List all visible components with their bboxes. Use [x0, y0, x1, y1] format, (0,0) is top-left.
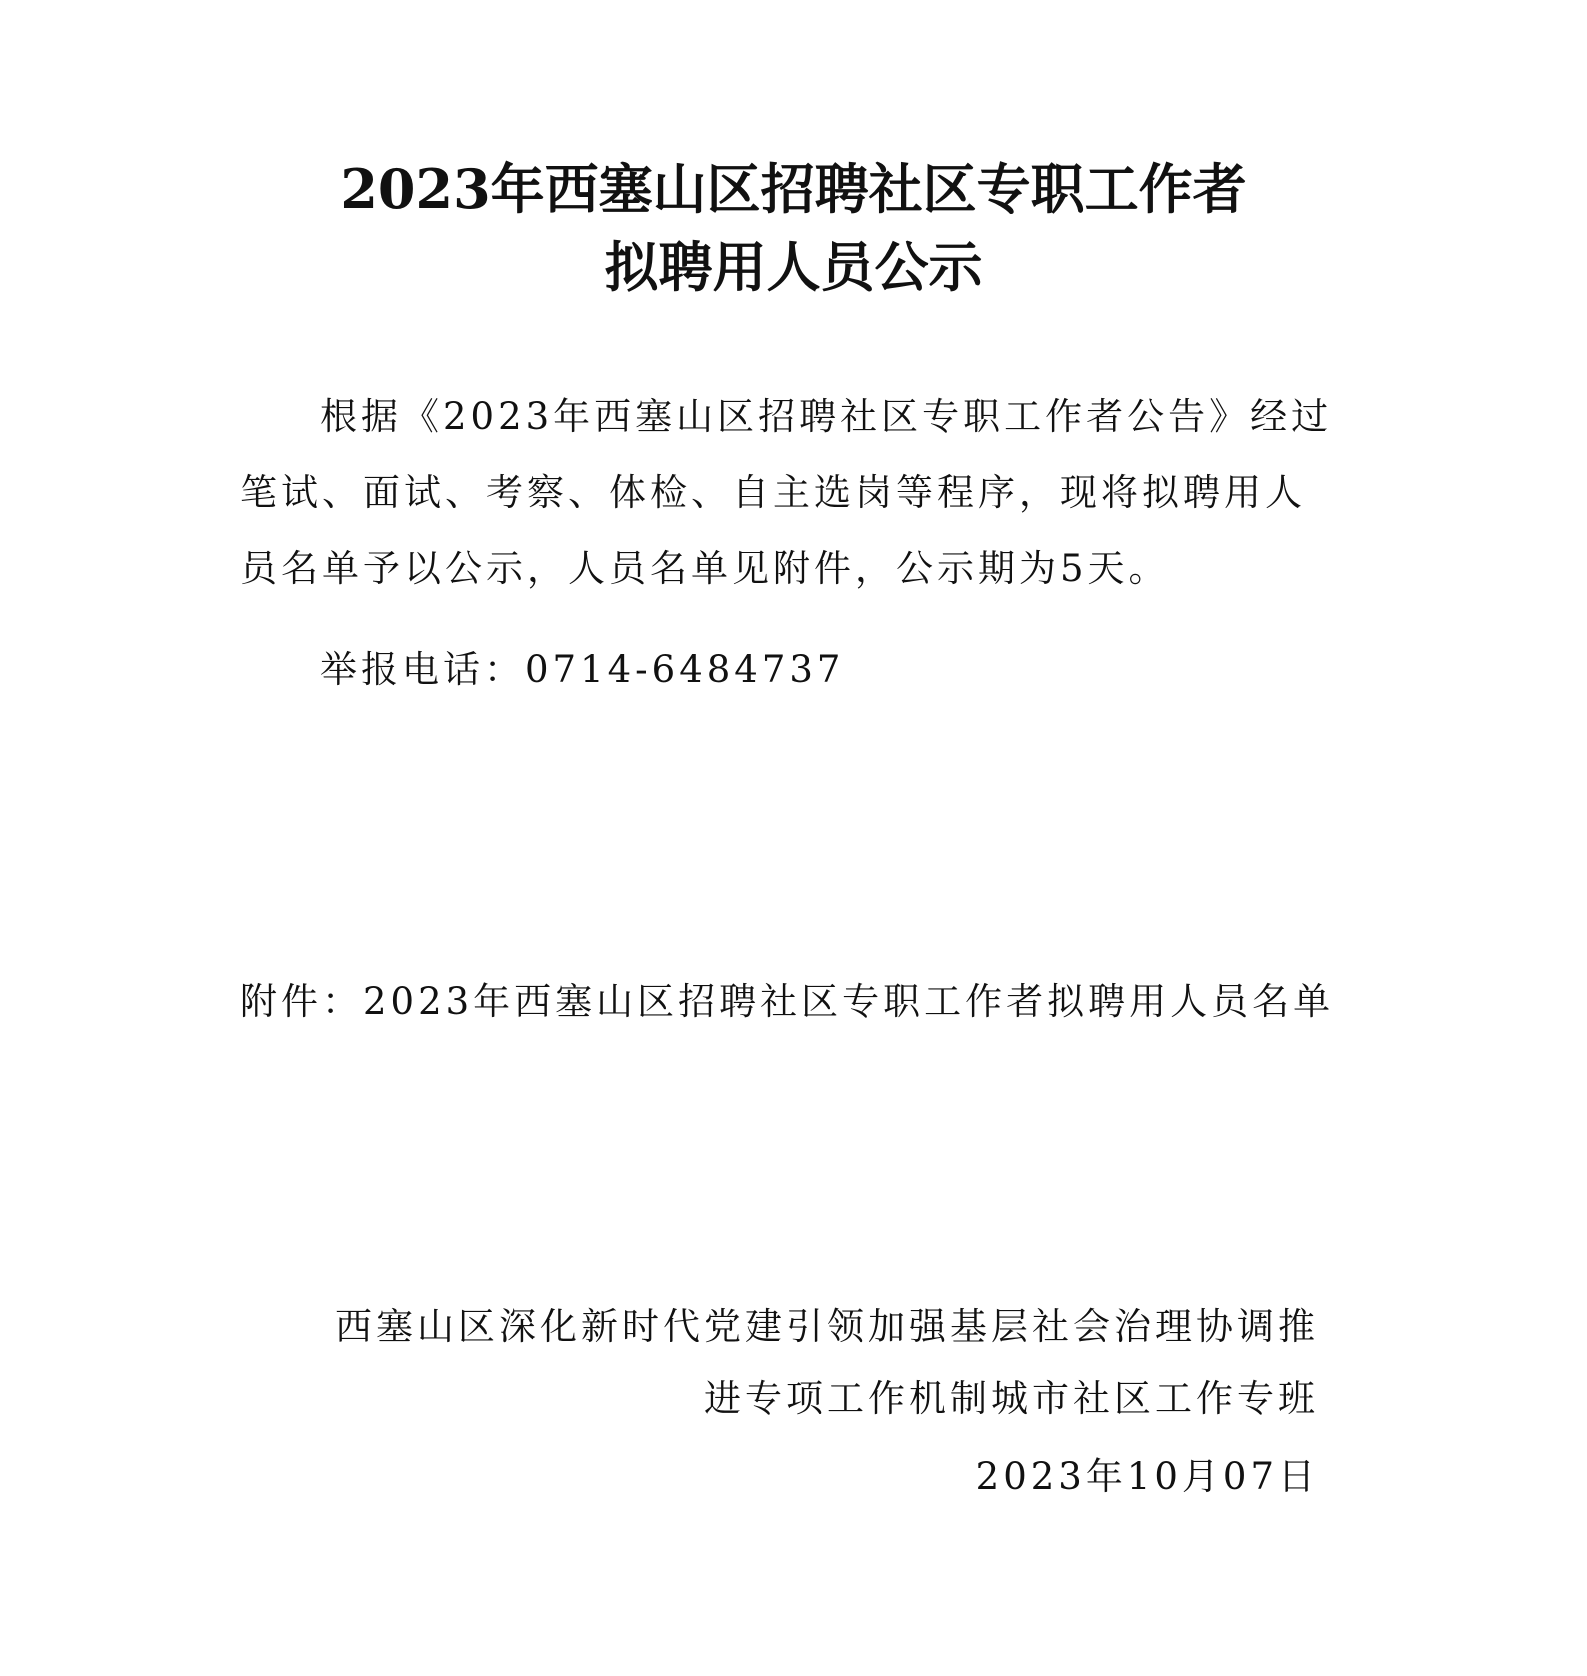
report-hotline: 举报电话：0714-6484737 [320, 648, 845, 691]
body-paragraph-line-3: 员名单予以公示，人员名单见附件，公示期为5天。 [240, 547, 1170, 590]
body-paragraph-line-1: 根据《2023年西塞山区招聘社区专职工作者公告》经过 [320, 395, 1333, 438]
attachment-note: 附件：2023年西塞山区招聘社区专职工作者拟聘用人员名单 [240, 980, 1335, 1023]
issue-date: 2023年10月07日 [975, 1455, 1319, 1498]
issuer-signature-line-1: 西塞山区深化新时代党建引领加强基层社会治理协调推 [335, 1305, 1319, 1348]
body-paragraph-line-2: 笔试、面试、考察、体检、自主选岗等程序，现将拟聘用人 [240, 471, 1306, 514]
issuer-signature-line-2: 进专项工作机制城市社区工作专班 [704, 1377, 1319, 1420]
document-title-line-2: 拟聘用人员公示 [604, 235, 983, 299]
document-title-line-1: 2023年西塞山区招聘社区专职工作者 [340, 157, 1247, 221]
